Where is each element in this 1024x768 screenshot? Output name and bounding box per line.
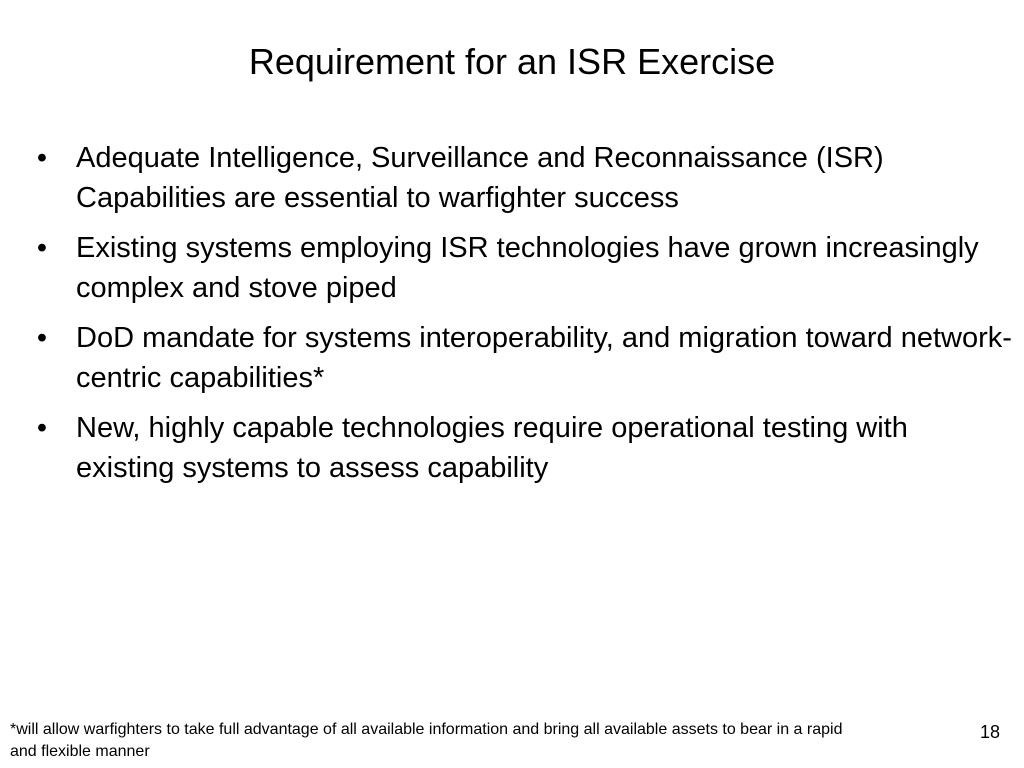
slide-title: Requirement for an ISR Exercise [248, 41, 776, 82]
bullet-text: Existing systems employing ISR technologies have grown increasingly complex and stove piped [76, 232, 979, 304]
bullet-item [32, 318, 1012, 398]
bullet-list [32, 138, 1012, 498]
bullet-item [32, 228, 1012, 308]
bullet-text: New, highly capable technologies require operational testing with existing systems to assess capability [76, 412, 908, 484]
bullet-text: Adequate Intelligence, Surveillance and Reconnaissance (ISR) Capabilities are essential to warfighter success [76, 142, 884, 214]
bullet-marker: • [36, 322, 48, 354]
bullet-marker: • [36, 412, 48, 444]
page-number: 18 [979, 722, 1000, 742]
bullet-marker: • [36, 232, 48, 264]
bullet-item [32, 408, 1012, 488]
bullet-marker: • [36, 142, 48, 174]
bullet-text: DoD mandate for systems interoperability, and migration toward network-centric capabilities* [76, 322, 1012, 394]
bullet-item [32, 138, 1012, 218]
footnote: *will allow warfighters to take full advantage of all available information and bring all available assets to bear in a rapid and flexible manner [10, 721, 843, 760]
